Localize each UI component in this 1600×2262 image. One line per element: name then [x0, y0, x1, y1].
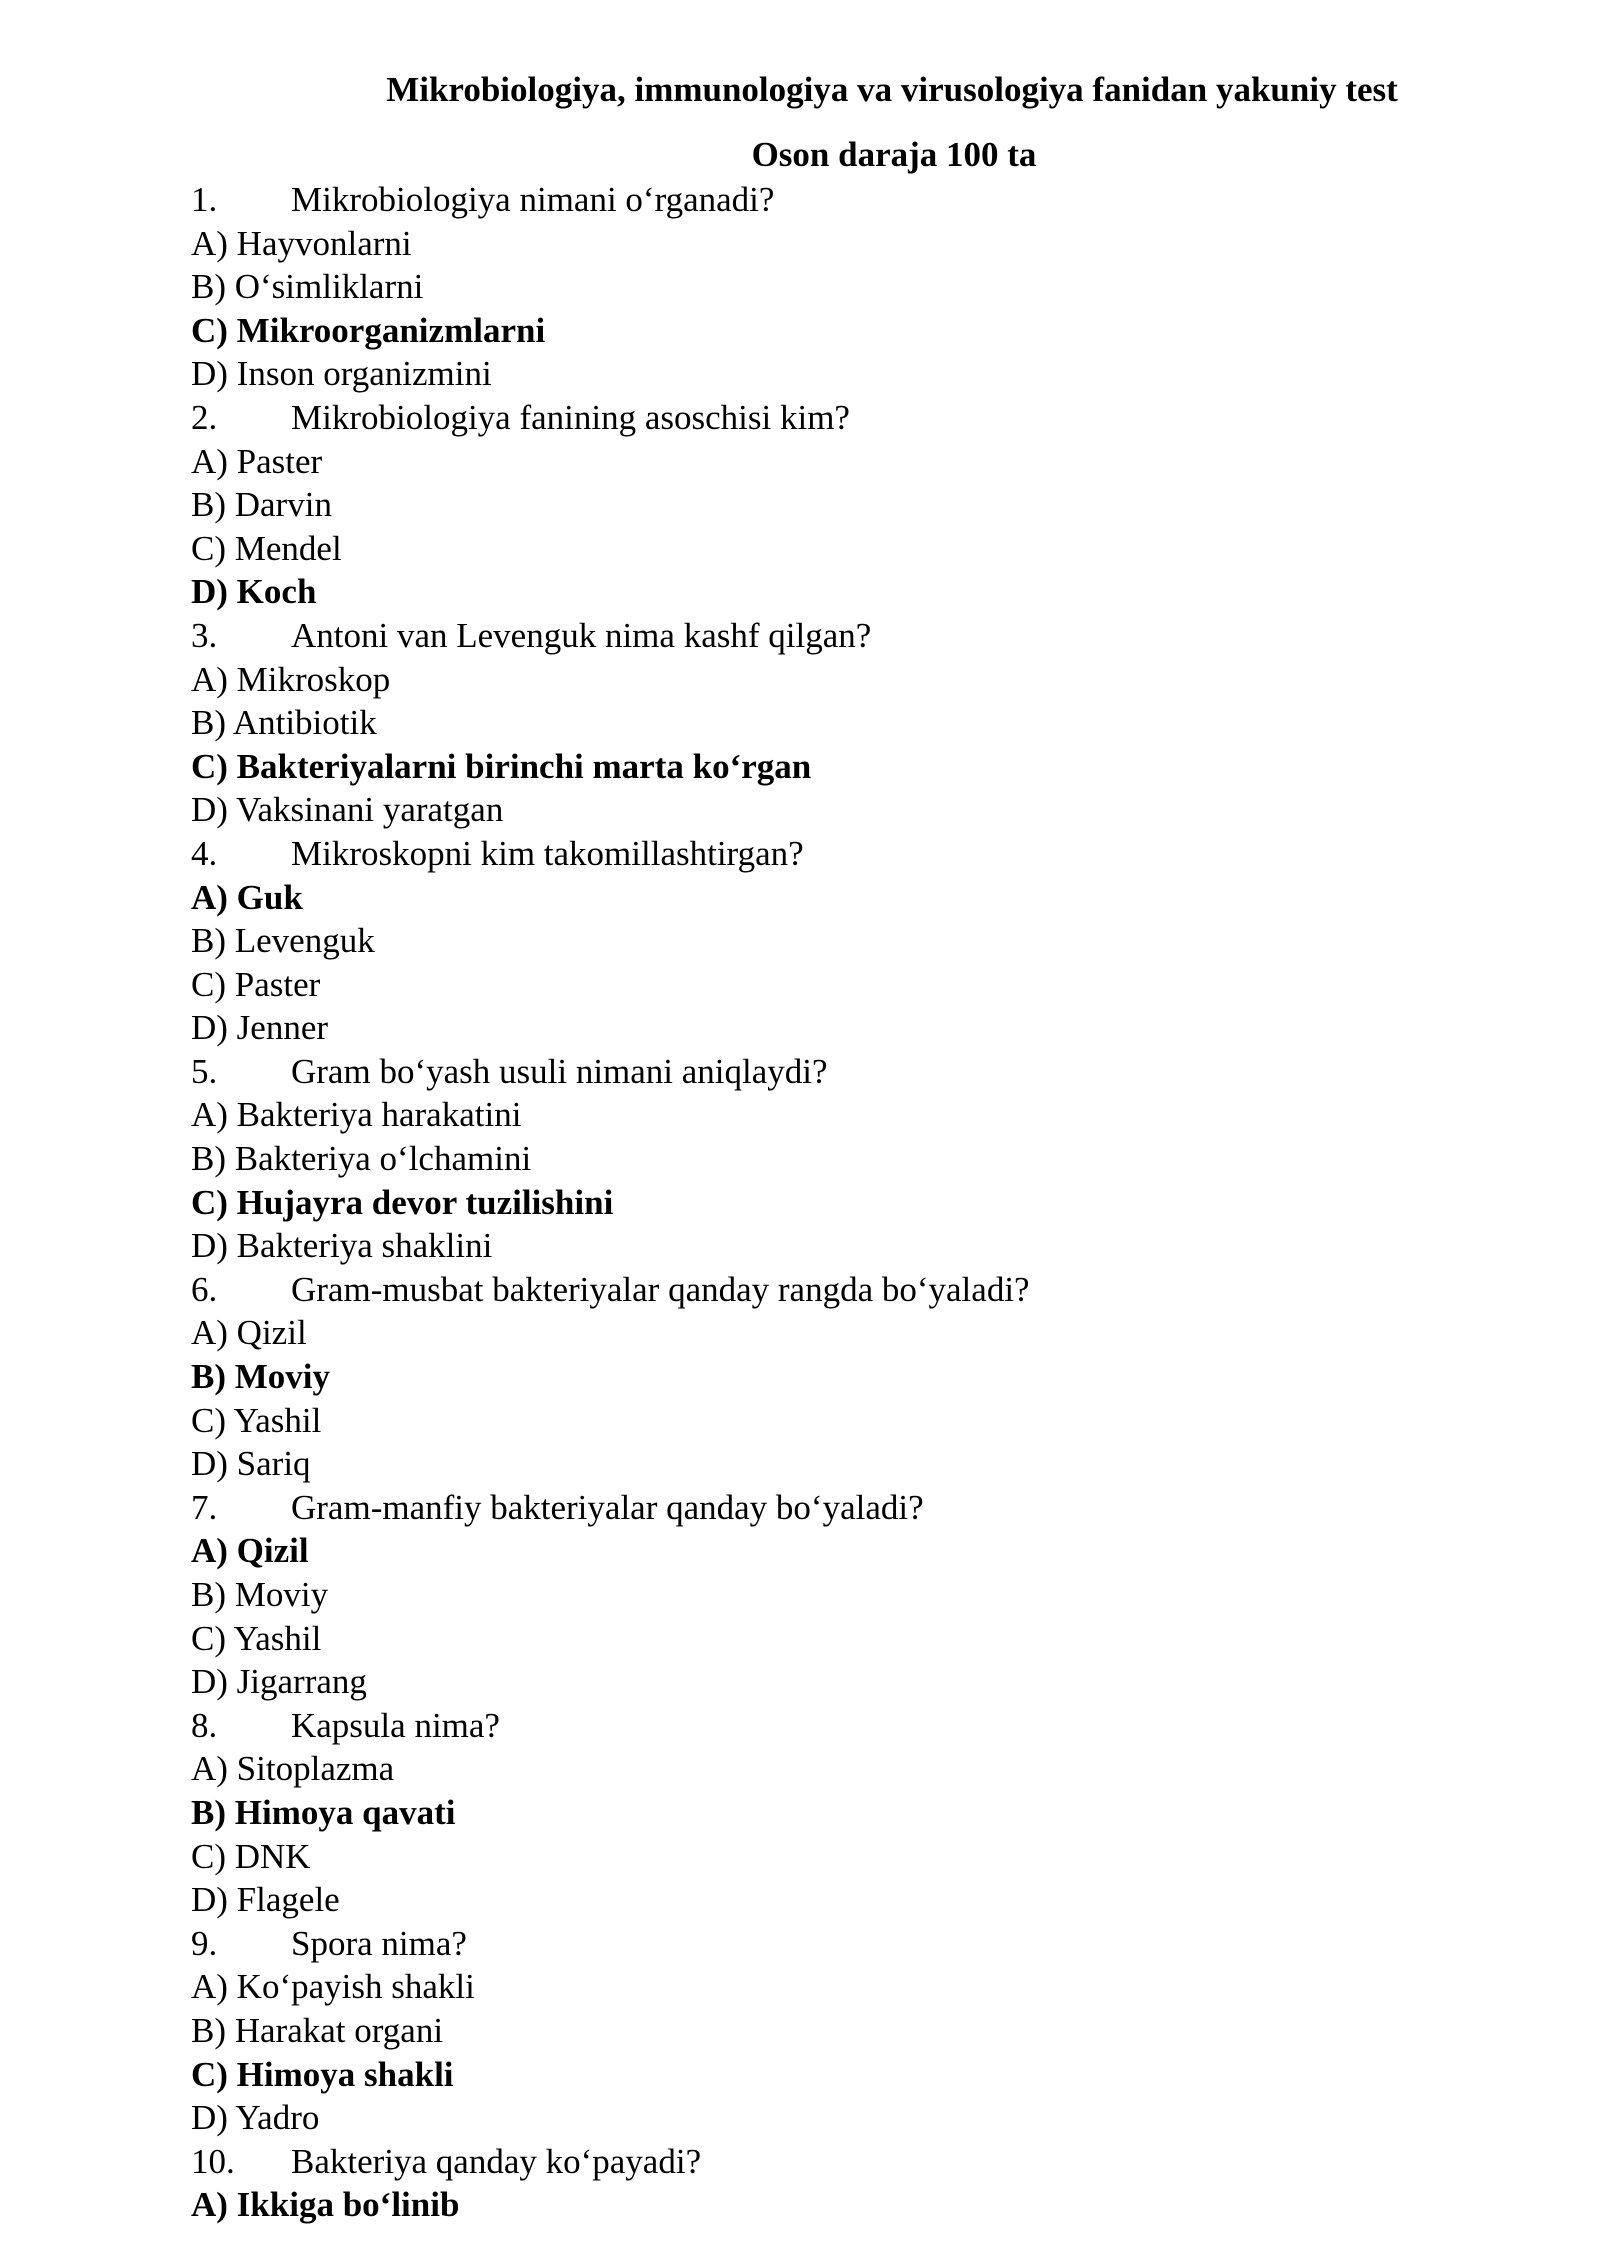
answer-option-correct: A) Ikkiga bo‘linib: [191, 2185, 460, 2225]
answer-option: B) O‘simliklarni: [191, 267, 424, 307]
answer-option: C) Yashil: [191, 1618, 322, 1658]
answer-option: B) Levenguk: [191, 921, 375, 961]
answer-option: A) Paster: [191, 441, 323, 481]
answer-option: A) Hayvonlarni: [191, 223, 412, 263]
answer-option: C) Mendel: [191, 528, 342, 568]
question-text: Mikrobiologiya nimani o‘rganadi?: [291, 180, 775, 219]
question-9: [191, 1922, 1491, 1966]
answer-option: C) Paster: [191, 964, 321, 1004]
question-text: Kapsula nima?: [291, 1705, 500, 1745]
answer-option-correct: A) Guk: [191, 877, 303, 917]
question-2: [191, 396, 1491, 440]
question-text: Gram bo‘yash usuli nimani aniqlaydi?: [291, 1051, 828, 1091]
answer-option-correct: D) Koch: [191, 572, 317, 612]
question-7: [191, 1486, 1491, 1530]
answer-option: C) DNK: [191, 1836, 311, 1876]
question-number: 8.: [191, 1705, 218, 1745]
document-subtitle: Oson daraja 100 ta: [751, 135, 1037, 174]
question-3: [191, 614, 1491, 658]
answer-option: A) Bakteriya harakatini: [191, 1095, 522, 1135]
question-10: [191, 2140, 1491, 2184]
answer-option: D) Yadro: [191, 2098, 320, 2138]
answer-option-correct: C) Himoya shakli: [191, 2054, 454, 2094]
question-number: 9.: [191, 1923, 218, 1963]
question-text: Gram-musbat bakteriyalar qanday rangda bo‘yaladi?: [291, 1269, 1030, 1309]
question-4: [191, 832, 1491, 876]
answer-option: D) Vaksinani yaratgan: [191, 790, 504, 830]
question-text: Bakteriya qanday ko‘payadi?: [291, 2141, 702, 2181]
answer-option: B) Moviy: [191, 1575, 329, 1614]
question-number: 1.: [191, 180, 218, 219]
answer-option: D) Bakteriya shaklini: [191, 1226, 493, 1266]
question-number: 5.: [191, 1051, 218, 1091]
question-8: [191, 1704, 1491, 1748]
answer-option: D) Jenner: [191, 1008, 329, 1048]
answer-option: C) Yashil: [191, 1400, 322, 1440]
question-5: [191, 1050, 1491, 1094]
question-number: 7.: [191, 1487, 218, 1527]
answer-option-correct: B) Moviy: [191, 1357, 331, 1397]
question-number: 2.: [191, 397, 218, 437]
answer-option-correct: C) Bakteriyalarni birinchi marta ko‘rgan: [191, 746, 812, 786]
question-6: [191, 1268, 1491, 1312]
question-text: Gram-manfiy bakteriyalar qanday bo‘yaladi?: [291, 1487, 924, 1527]
answer-option: A) Sitoplazma: [191, 1749, 395, 1789]
answer-option-correct: A) Qizil: [191, 1531, 309, 1571]
question-number: 3.: [191, 615, 218, 655]
question-1: [191, 178, 1491, 222]
answer-option: D) Jigarrang: [191, 1662, 367, 1702]
answer-option-correct: C) Mikroorganizmlarni: [191, 310, 546, 350]
document-title: Mikrobiologiya, immunologiya va virusologiya fanidan yakuniy test: [386, 70, 1398, 109]
question-text: Mikrobiologiya fanining asoschisi kim?: [291, 397, 850, 437]
answer-option: B) Bakteriya o‘lchamini: [191, 1139, 532, 1179]
question-list: [191, 178, 1491, 2227]
question-text: Antoni van Levenguk nima kashf qilgan?: [291, 615, 872, 655]
question-number: 6.: [191, 1269, 218, 1309]
answer-option: D) Flagele: [191, 1880, 340, 1920]
answer-option: A) Mikroskop: [191, 659, 391, 699]
answer-option: B) Harakat organi: [191, 2010, 444, 2050]
answer-option: B) Darvin: [191, 485, 332, 525]
question-number: 10.: [191, 2141, 235, 2181]
answer-option: A) Ko‘payish shakli: [191, 1967, 475, 2007]
question-number: 4.: [191, 833, 218, 873]
answer-option: A) Qizil: [191, 1313, 307, 1353]
answer-option: D) Inson organizmini: [191, 354, 492, 394]
answer-option: D) Sariq: [191, 1444, 311, 1484]
answer-option: B) Antibiotik: [191, 703, 377, 743]
question-text: Spora nima?: [291, 1923, 467, 1963]
answer-option-correct: C) Hujayra devor tuzilishini: [191, 1182, 614, 1222]
question-text: Mikroskopni kim takomillashtirgan?: [291, 833, 804, 873]
answer-option-correct: B) Himoya qavati: [191, 1792, 456, 1832]
